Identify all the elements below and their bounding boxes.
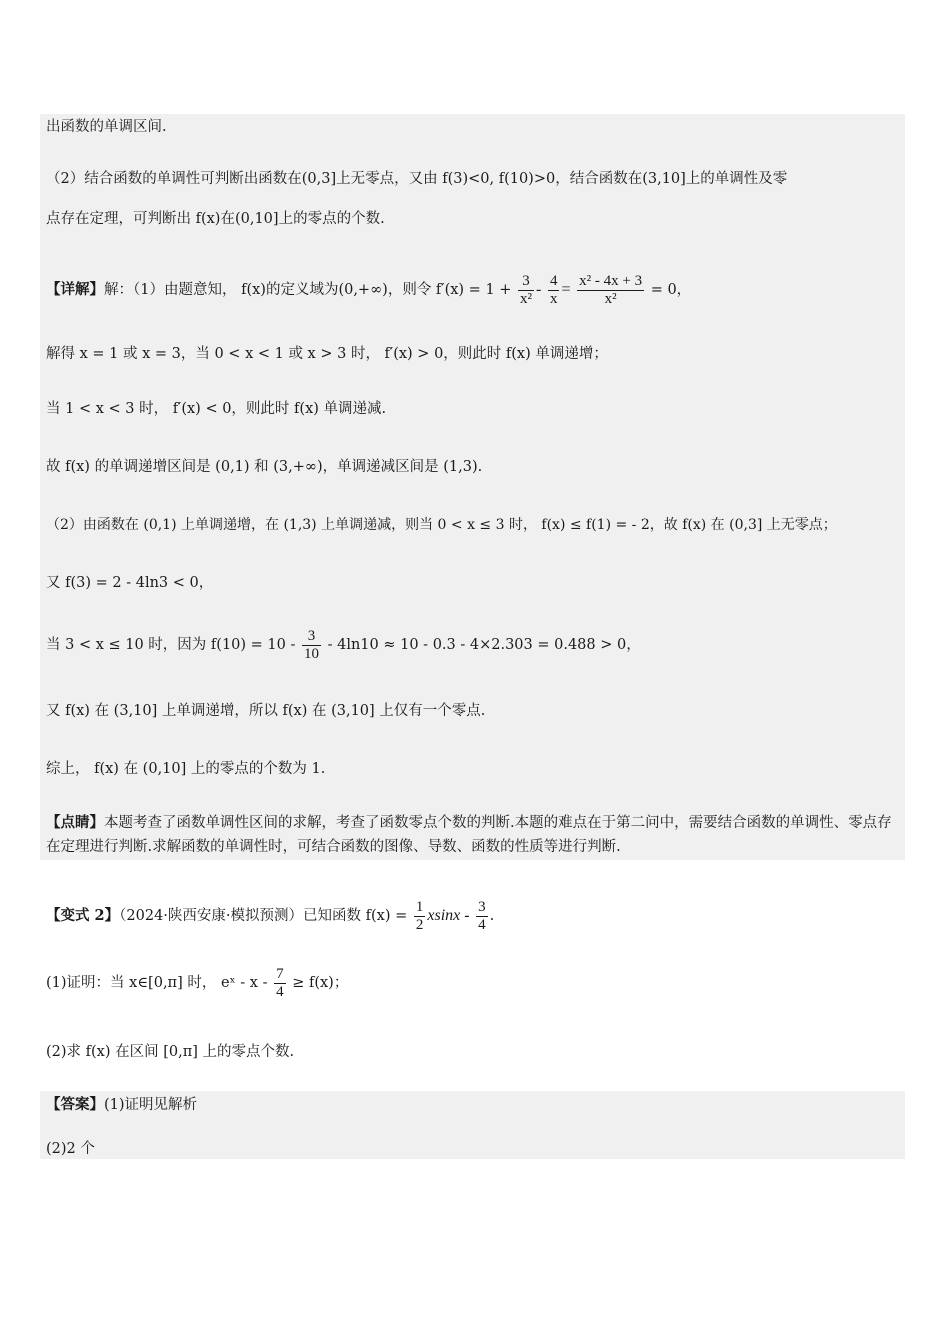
comment-text: 本题考查了函数单调性区间的求解，考查了函数零点个数的判断.本题的难点在于第二问中，需要结合函数的单调性、零点存在定理进行判断.求解函数的单调性时，可结合函数的图像、导数、函数的性质等进行判断. [46, 815, 892, 855]
detail-tag: 【详解】 [46, 281, 104, 298]
detail-line-part2: （2）由函数在 (0,1) 上单调递增，在 (1,3) 上单调递减，则当 0 < x ≤ 3 时， f(x) ≤ f(1) = - 2，故 f(x) 在 (0,3] 上无零点； [46, 517, 837, 533]
answer-tag: 【答案】 [46, 1096, 104, 1113]
detail-line-f10 [46, 625, 641, 665]
fraction-3-over-10: $\frac{3}{10}$ [303, 627, 319, 662]
detail-line-monotone: 又 f(x) 在 (3,10] 上单调递增，所以 f(x) 在 (3,10] 上仅有一个零点. [46, 703, 486, 719]
detail-intro-tail: = 0， [650, 282, 692, 298]
detail-line-summary: 综上， f(x) 在 (0,10] 上的零点的个数为 1. [46, 761, 326, 777]
comment-tag: 【点睛】 [46, 814, 104, 831]
answer-1: (1)证明见解析 [104, 1097, 198, 1113]
answer-line-1 [46, 1094, 197, 1116]
detail-line-solve: 解得 x = 1 或 x = 3，当 0 < x < 1 或 x > 3 时， f′(x) > 0，则此时 f(x) 单调递增； [46, 346, 608, 362]
analysis-line-3: 点存在定理，可判断出 f(x)在(0,10]上的零点的个数. [46, 211, 385, 227]
analysis-line-1: 出函数的单调区间. [46, 119, 167, 135]
variant-mid: xsinx - [427, 907, 470, 924]
fraction-7-over-4: $\frac{7}{4}$ [276, 965, 284, 1000]
question-1-post: ≥ f(x)； [292, 975, 349, 991]
fraction-1-over-2: $\frac{1}{2}$ [415, 898, 424, 933]
fraction-3-over-x2: $\frac{3}{\text{x²}}$ [520, 272, 533, 307]
detail-line-f3: 又 f(3) = 2 - 4ln3 < 0， [46, 575, 214, 591]
question-1 [46, 963, 348, 1003]
question-2: (2)求 f(x) 在区间 [0,π] 上的零点个数. [46, 1044, 295, 1060]
variant-source: （2024·陕西安康·模拟预测）已知函数 f(x) = [119, 908, 408, 924]
answer-line-2: (2)2 个 [46, 1141, 95, 1157]
variant-end: . [489, 908, 495, 924]
fraction-4-over-x: $\frac{4}{x}$ [549, 272, 558, 307]
fraction-derivative: $\frac{\text{x² - 4x + 3}}{\text{x²}}$ [579, 272, 643, 307]
variant-tag: 【变式 2】 [46, 907, 120, 924]
detail-intro-text: 解：（1）由题意知， f(x)的定义域为(0,+∞)，则令 f′(x) = 1 + [104, 282, 512, 298]
question-1-pre: (1)证明：当 x∈[0,π] 时， eˣ - x - [46, 975, 268, 991]
fraction-3-over-4: $\frac{3}{4}$ [478, 898, 486, 933]
detail-line-intervals: 故 f(x) 的单调递增区间是 (0,1) 和 (3,+∞)，单调递减区间是 (1,3). [46, 459, 483, 475]
f10-text-pre: 当 3 < x ≤ 10 时，因为 f(10) = 10 - [46, 637, 296, 653]
comment-paragraph [46, 811, 904, 859]
f10-text-post: - 4ln10 ≈ 10 - 0.3 - 4×2.303 = 0.488 > 0， [327, 637, 641, 653]
detail-line-decreasing: 当 1 < x < 3 时， f′(x) < 0，则此时 f(x) 单调递减. [46, 401, 387, 417]
detail-line-intro: 【详解】解：（1）由题意知， f(x)的定义域为(0,+∞)，则令 f′(x) = 1 + $\frac{3}{\text{x²}}$ - $\frac{4}{x}$ = $\frac{\text{x² - 4x + 3}}{\text{x²}}$ = 0， [46, 272, 692, 307]
variant-heading [46, 896, 494, 936]
analysis-line-2: （2）结合函数的单调性可判断出函数在(0,3]上无零点，又由 f(3)<0, f(10)>0，结合函数在(3,10]上的单调性及零 [46, 171, 788, 187]
